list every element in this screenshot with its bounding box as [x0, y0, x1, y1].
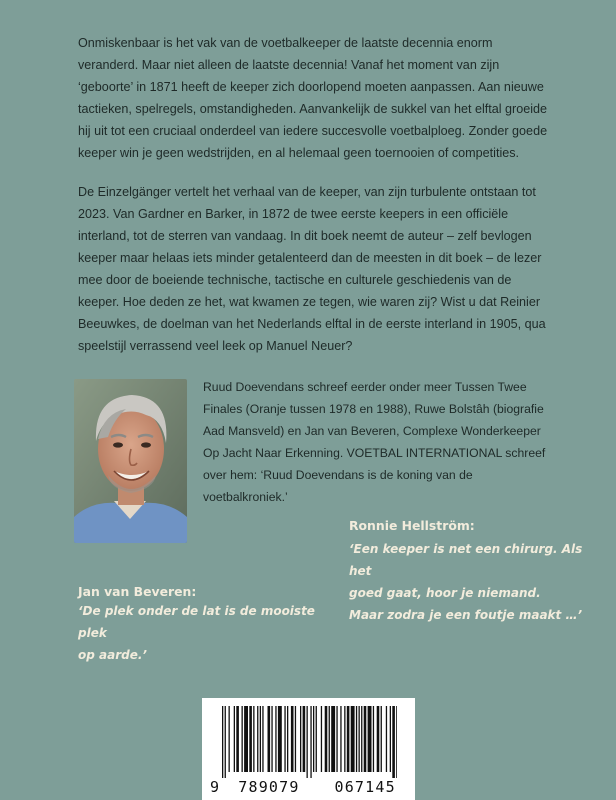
barcode-bar [253, 706, 254, 772]
barcode-bar [262, 706, 263, 772]
barcode-bar [321, 706, 322, 772]
barcode-bar [359, 706, 360, 772]
barcode-bar [386, 706, 387, 772]
barcode-bar [340, 706, 341, 772]
barcode-bar [307, 706, 308, 778]
barcode-bar [351, 706, 355, 772]
barcode-bar [336, 706, 337, 772]
barcode-bar [244, 706, 248, 772]
barcode-bar [368, 706, 372, 772]
description-paragraph: De Einzelgänger vertelt het verhaal van de keeper, van zijn turbulente ontstaan tot 2023. Van Gardner en Barker, in 1872 de twee eerste keepers in een officiële interland, tot de sterren van vandaag. In dit boek neemt de auteur – zelf bevlogen keeper maar helaas iets minder getalenteerd dan de meesten in dit boek – de lezer mee door de boeiende technische, tactische en culturele geschiedenis van de keeper. Hoe deden ze het, wat kwamen ze tegen, wie waren zij? Wist u dat Reinier Beeuwkes, de doelman van het Nederlands elftal in de eerste interland in 1905, qua speelstijl verrassend veel leek op Manuel Neuer? [78, 185, 546, 353]
barcode-bar [287, 706, 288, 772]
quote-text [78, 600, 328, 666]
barcode-bar [236, 706, 239, 772]
barcode-bar [396, 706, 397, 778]
barcode-bar [300, 706, 301, 772]
isbn-group-left: 789079 [238, 778, 300, 796]
author-photo [74, 379, 187, 543]
barcode-bar [377, 706, 380, 772]
barcode-bar [303, 706, 306, 772]
barcode-bar [347, 706, 350, 772]
barcode-bar [356, 706, 357, 772]
barcode-bar [268, 706, 271, 772]
barcode-bar [284, 706, 285, 772]
barcode-bar [329, 706, 330, 772]
barcode-bar [316, 706, 317, 772]
barcode-bar [331, 706, 335, 772]
barcode-bar [361, 706, 362, 772]
barcode-bar [222, 706, 223, 778]
barcode-bar [295, 706, 296, 772]
barcode-bar [381, 706, 382, 772]
quote-line: ‘De plek onder de lat is de mooiste plek [78, 604, 315, 640]
barcode-bar [225, 706, 226, 778]
barcode-bar [260, 706, 261, 772]
intro-paragraph: Onmiskenbaar is het vak van de voetbalkeeper de laatste decennia enorm veranderd. Maar niet alleen de laatste decennia! Vanaf het moment van zijn ‘geboorte’ in 1871 heeft de keeper zich doorlopend moeten aanpassen. Aan nieuwe tactieken, spelregels, omstandigheden. Aanvankelijk de sukkel van het elftal groeide hij uit tot een cruciaal onderdeel van iedere succesvolle voetbalploeg. Zonder goede keeper win je geen wedstrijden, en al helemaal geen toernooien of competities. [78, 36, 548, 160]
barcode-bar [234, 706, 235, 772]
barcode-bar [275, 706, 276, 772]
barcode-bar [278, 706, 282, 772]
quote-line: op aarde.’ [78, 648, 147, 662]
barcode [202, 698, 415, 800]
barcode-bar [344, 706, 345, 772]
barcode-bar [249, 706, 252, 772]
quote-line: goed gaat, hoor je niemand. [349, 586, 541, 600]
barcode-bar [257, 706, 258, 772]
barcode-bar [392, 706, 395, 778]
quote-author-name: Ronnie Hellström: [349, 518, 475, 533]
isbn-prefix: 9 [210, 778, 221, 796]
barcode-bar [325, 706, 328, 772]
author-bio: Ruud Doevendans schreef eerder onder meer Tussen Twee Finales (Oranje tussen 1978 en 1988), Ruwe Bolstâh (biografie Aad Mansveld) en Jan van Beveren, Complexe Wonderkeeper Op Jacht Naar Erkenning. VOETBAL INTERNATIONAL schreef over hem: ‘Ruud Doevendans is de koning van de voetbalkroniek.’ [203, 380, 546, 504]
barcode-bar [364, 706, 367, 772]
quote-author-name: Jan van Beveren: [78, 584, 197, 599]
quote-text [349, 538, 589, 626]
barcode-bar [291, 706, 294, 772]
barcode-bars [222, 706, 397, 778]
barcode-bar [229, 706, 230, 772]
barcode-bar [313, 706, 314, 772]
barcode-bar [242, 706, 243, 772]
quote-line: ‘Een keeper is net een chirurg. Als het [349, 542, 583, 578]
barcode-bar [373, 706, 374, 772]
barcode-bar [310, 706, 311, 778]
barcode-bar [271, 706, 272, 772]
isbn-number [210, 778, 410, 796]
isbn-group-right: 067145 [334, 778, 396, 796]
barcode-bar [390, 706, 391, 772]
quote-line: Maar zodra je een foutje maakt …’ [349, 608, 582, 622]
